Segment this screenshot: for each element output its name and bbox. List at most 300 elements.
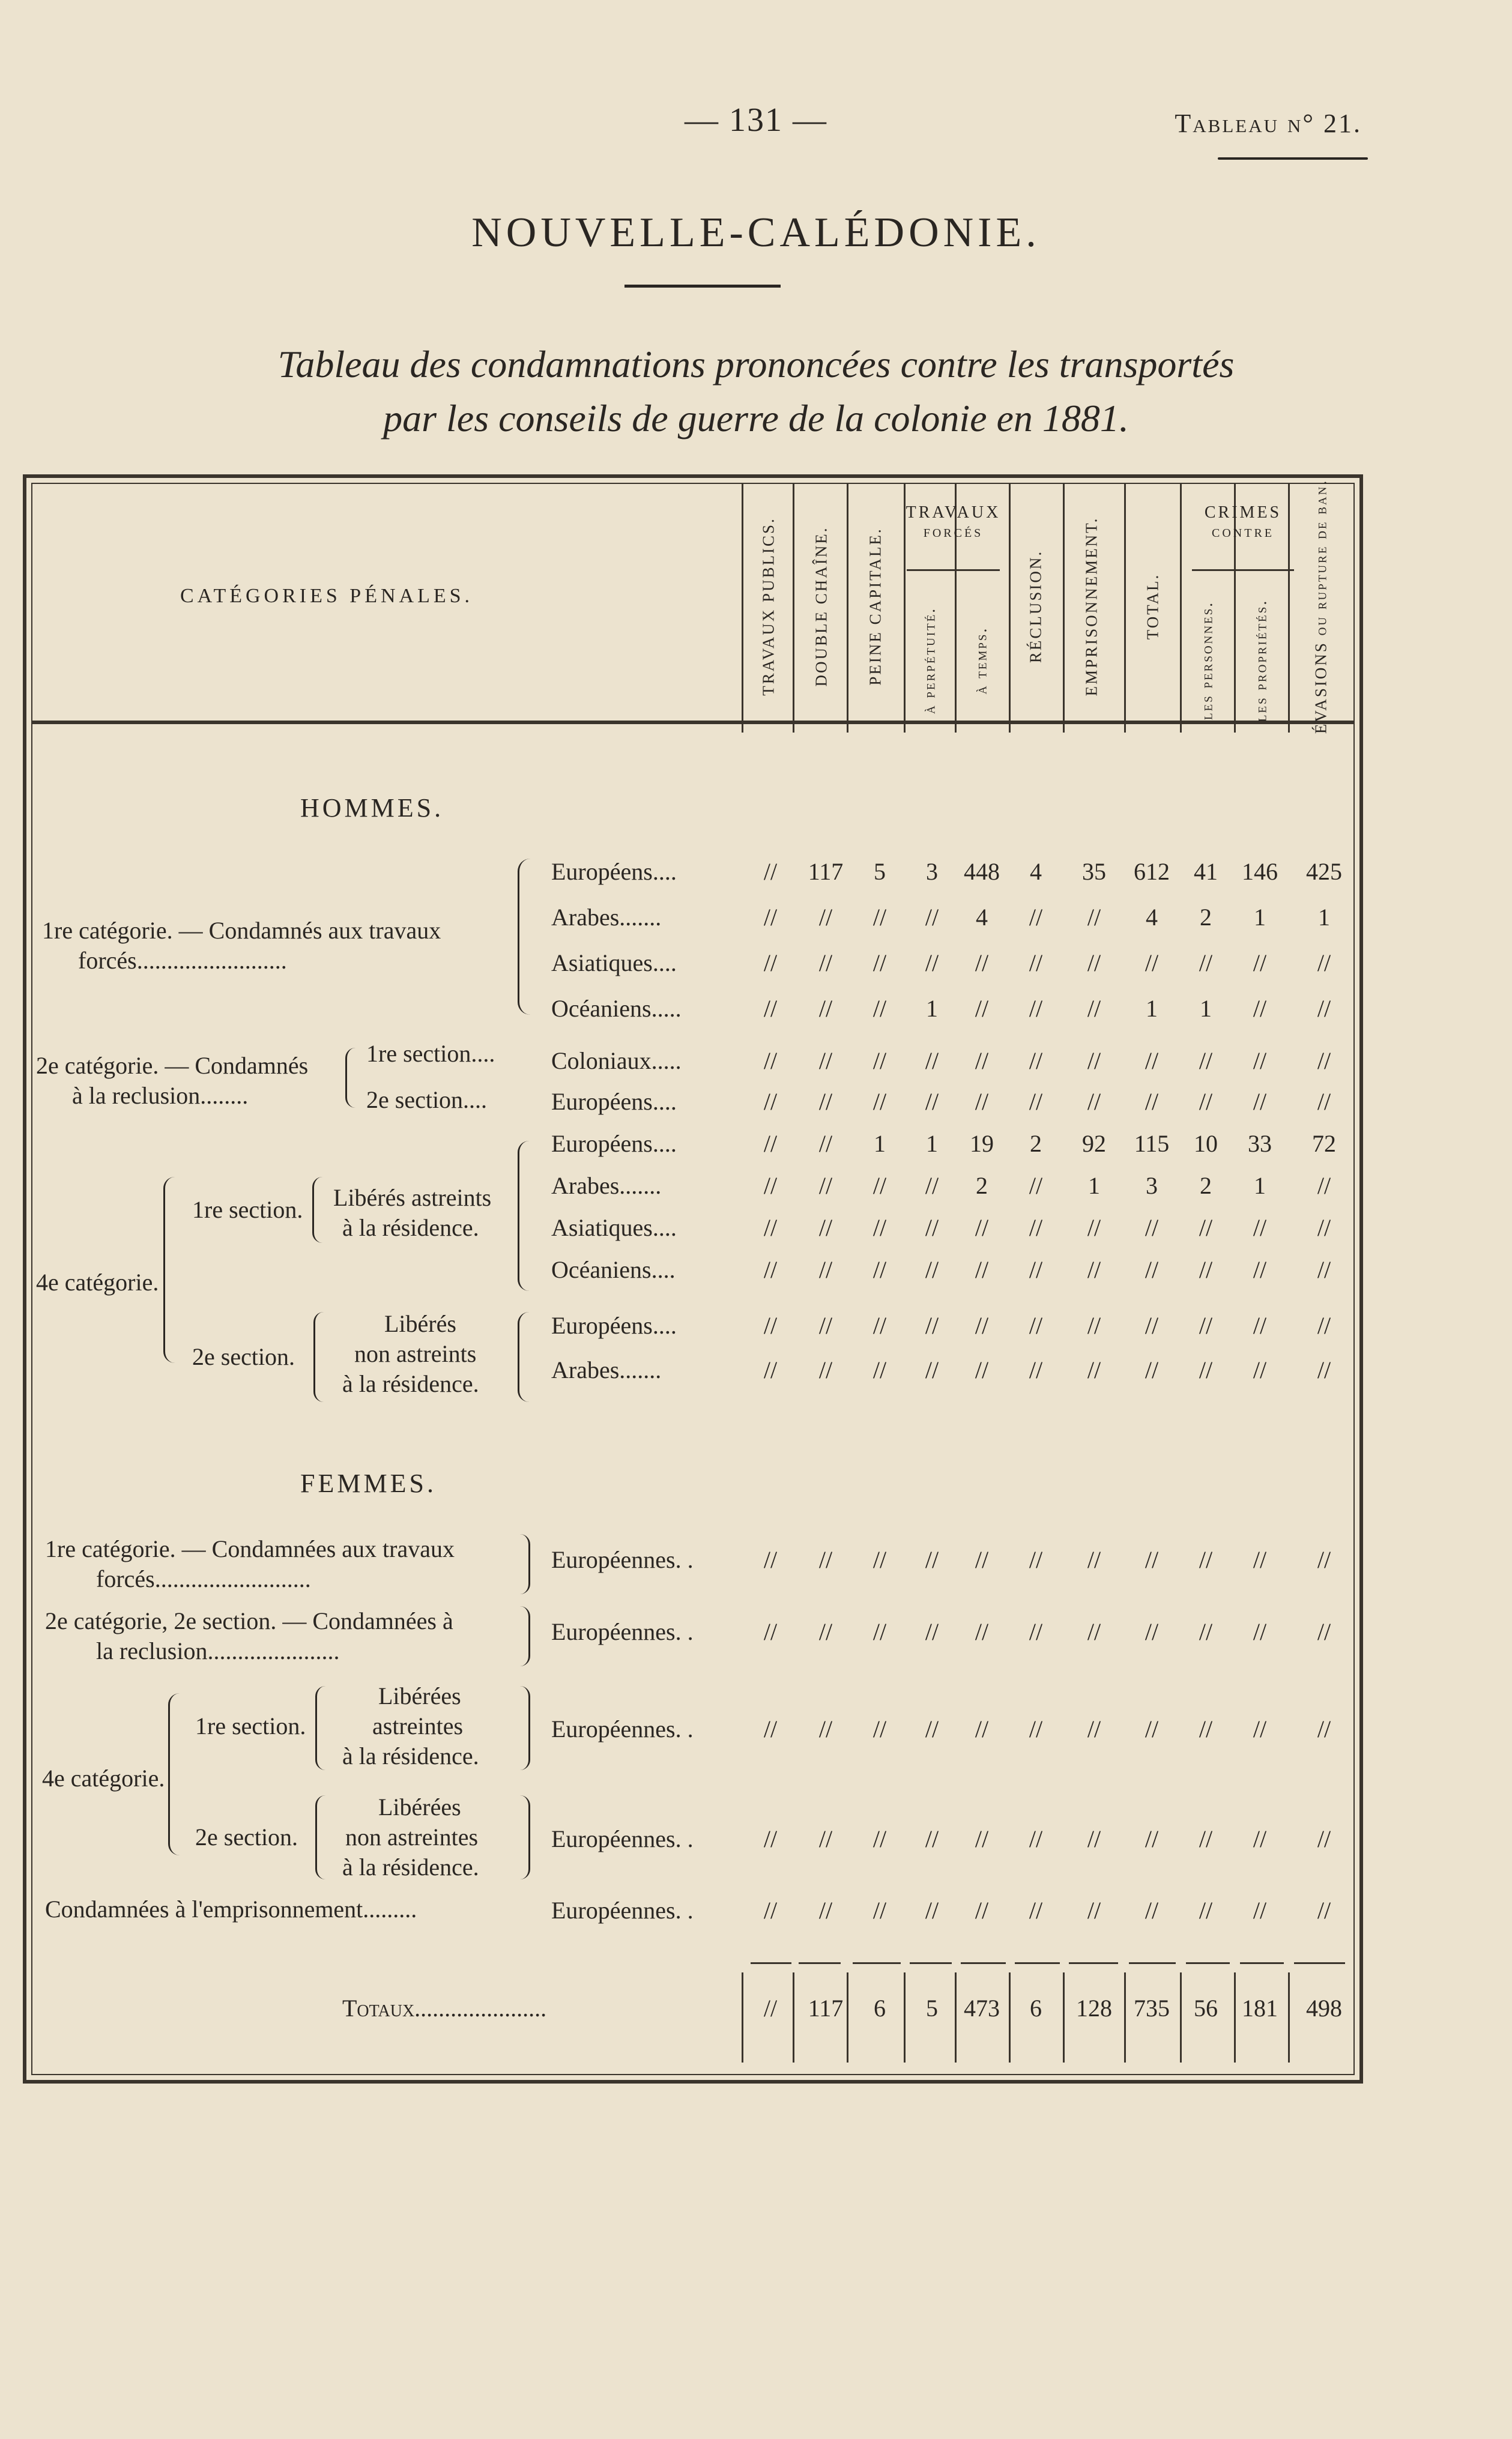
- table-cell: //: [1145, 949, 1159, 976]
- header-tick-4: [904, 724, 906, 733]
- table-cell: 117: [808, 858, 844, 885]
- brace-h2: [345, 1048, 355, 1108]
- table-cell: //: [1253, 1214, 1267, 1241]
- table-cell: //: [1199, 1356, 1213, 1383]
- table-cell: //: [925, 1312, 939, 1339]
- table-cell: //: [1317, 1825, 1331, 1852]
- row-origin-label: Arabes.......: [551, 904, 662, 931]
- table-cell: //: [818, 1214, 833, 1241]
- totals-cell: 117: [808, 1995, 844, 2022]
- table-cell: //: [818, 1618, 833, 1645]
- table-cell: //: [818, 1130, 833, 1157]
- totals-rule-5: [961, 1962, 1006, 1964]
- table-cell: //: [1145, 1546, 1159, 1573]
- label-h1-b: forcés.........................: [78, 947, 287, 974]
- table-cell: //: [872, 1088, 887, 1115]
- table-cell: //: [763, 1825, 778, 1852]
- label-h4: 4e catégorie.: [36, 1269, 159, 1296]
- row-origin-label: Européennes. .: [551, 1618, 694, 1645]
- page-number: — 131 —: [685, 101, 827, 139]
- table-cell: 2: [976, 1172, 988, 1199]
- table-cell: //: [925, 1618, 939, 1645]
- table-cell: //: [872, 1172, 887, 1199]
- table-cell: //: [1199, 1715, 1213, 1742]
- column-header-1: TRAVAUX PUBLICS.: [759, 517, 778, 696]
- label-f4-s1-b: astreintes: [372, 1712, 464, 1739]
- totals-cell: 473: [964, 1995, 1000, 2022]
- totals-rule-10: [1240, 1962, 1284, 1964]
- header-separator-1: [742, 483, 743, 721]
- table-cell: //: [975, 1897, 989, 1924]
- column-header-11: ÉVASIONS ou rupture de ban.: [1311, 479, 1330, 734]
- table-cell: 41: [1194, 858, 1218, 885]
- totals-rule-9: [1186, 1962, 1230, 1964]
- label-f2-b: la reclusion......................: [96, 1637, 340, 1664]
- table-cell: //: [975, 995, 989, 1022]
- table-cell: //: [1253, 1356, 1267, 1383]
- table-cell: //: [1145, 1214, 1159, 1241]
- header-separator-3: [847, 483, 848, 721]
- table-cell: 1: [1200, 995, 1212, 1022]
- table-cell: //: [1029, 904, 1043, 931]
- totals-cell: 735: [1134, 1995, 1170, 2022]
- table-cell: //: [1029, 1546, 1043, 1573]
- subtitle-line-1: Tableau des condamnations prononcées contre les transportés: [277, 343, 1235, 385]
- brace-f4-s1: [315, 1686, 325, 1770]
- table-cell: //: [1029, 1256, 1043, 1283]
- page-title: NOUVELLE-CALÉDONIE.: [471, 210, 1041, 256]
- table-cell: 33: [1248, 1130, 1272, 1157]
- label-h1-a: 1re catégorie. — Condamnés aux travaux: [42, 917, 441, 944]
- table-cell: //: [763, 1256, 778, 1283]
- label-h2-b: à la reclusion........: [72, 1082, 249, 1109]
- table-cell: //: [925, 949, 939, 976]
- table-cell: 10: [1194, 1130, 1218, 1157]
- table-cell: //: [975, 1312, 989, 1339]
- header-bottom-rule: [31, 721, 1355, 724]
- brace-h4-origins: [518, 1141, 529, 1291]
- table-cell: 115: [1134, 1130, 1170, 1157]
- table-cell: //: [1317, 1088, 1331, 1115]
- table-cell: //: [1199, 1897, 1213, 1924]
- table-cell: //: [763, 995, 778, 1022]
- brace-h4-s2: [313, 1312, 324, 1402]
- table-cell: 2: [1200, 1172, 1212, 1199]
- table-cell: //: [818, 1825, 833, 1852]
- table-cell: //: [872, 1312, 887, 1339]
- table-cell: //: [763, 1214, 778, 1241]
- table-cell: //: [872, 1356, 887, 1383]
- table-cell: //: [818, 1088, 833, 1115]
- table-cell: //: [1145, 1047, 1159, 1074]
- table-cell: 1: [1088, 1172, 1100, 1199]
- table-cell: //: [1199, 1088, 1213, 1115]
- header-separator-8: [1124, 483, 1126, 721]
- totals-separator-6: [1009, 1972, 1011, 2063]
- table-cell: //: [763, 1088, 778, 1115]
- label-h4-s1: 1re section.: [192, 1196, 303, 1223]
- table-cell: //: [1087, 1546, 1101, 1573]
- table-cell: //: [1087, 1312, 1101, 1339]
- label-h4-s2-b: non astreints: [354, 1340, 477, 1367]
- table-cell: //: [763, 1897, 778, 1924]
- table-cell: //: [763, 1546, 778, 1573]
- table-cell: //: [1087, 1715, 1101, 1742]
- table-cell: 1: [874, 1130, 886, 1157]
- table-cell: 2: [1030, 1130, 1042, 1157]
- table-cell: //: [763, 1312, 778, 1339]
- table-cell: //: [1317, 1356, 1331, 1383]
- table-cell: //: [818, 1256, 833, 1283]
- table-cell: //: [872, 1256, 887, 1283]
- table-cell: 146: [1242, 858, 1278, 885]
- totals-cell: 5: [926, 1995, 938, 2022]
- table-cell: //: [975, 1356, 989, 1383]
- label-f4-s2: 2e section.: [195, 1824, 298, 1851]
- label-f1-b: forcés..........................: [96, 1565, 311, 1592]
- row-origin-label: Européennes. .: [551, 1897, 694, 1924]
- header-tick-5: [955, 724, 957, 733]
- section-hommes: HOMMES.: [300, 793, 444, 823]
- subtitle-line-2: par les conseils de guerre de la colonie en 1881.: [383, 397, 1129, 440]
- table-cell: //: [763, 1356, 778, 1383]
- table-cell: //: [1317, 1312, 1331, 1339]
- table-cell: 612: [1134, 858, 1170, 885]
- table-cell: //: [1145, 1312, 1159, 1339]
- table-cell: //: [1087, 904, 1101, 931]
- table-cell: //: [1253, 1897, 1267, 1924]
- label-f2-a: 2e catégorie, 2e section. — Condamnées à: [45, 1607, 453, 1634]
- table-cell: //: [818, 949, 833, 976]
- table-cell: //: [1199, 1618, 1213, 1645]
- table-cell: 1: [1254, 1172, 1266, 1199]
- brace-f2: [520, 1606, 530, 1666]
- table-cell: //: [872, 1047, 887, 1074]
- table-cell: //: [1029, 1715, 1043, 1742]
- table-cell: //: [1317, 995, 1331, 1022]
- table-cell: 2: [1200, 904, 1212, 931]
- table-cell: //: [1199, 1825, 1213, 1852]
- label-f4-s2-a: Libérées: [378, 1794, 461, 1821]
- table-cell: //: [975, 1047, 989, 1074]
- table-cell: 1: [1254, 904, 1266, 931]
- brace-f4-s2: [315, 1795, 325, 1879]
- brace-f1: [520, 1534, 530, 1594]
- row-origin-label: Arabes.......: [551, 1356, 662, 1383]
- table-cell: //: [975, 1618, 989, 1645]
- header-tick-10: [1234, 724, 1236, 733]
- table-cell: 3: [1146, 1172, 1158, 1199]
- label-h4-s2-a: Libérés: [384, 1310, 456, 1337]
- table-cell: //: [1253, 995, 1267, 1022]
- table-cell: //: [975, 1088, 989, 1115]
- table-cell: //: [872, 1214, 887, 1241]
- totals-rule-2: [799, 1962, 841, 1964]
- table-cell: //: [763, 1715, 778, 1742]
- totals-rule-3: [853, 1962, 901, 1964]
- table-reference-underline: [1218, 157, 1368, 160]
- table-cell: //: [763, 1130, 778, 1157]
- table-cell: //: [1253, 1715, 1267, 1742]
- table-cell: //: [1029, 995, 1043, 1022]
- section-femmes: FEMMES.: [300, 1469, 437, 1498]
- table-cell: //: [1199, 949, 1213, 976]
- label-f4: 4e catégorie.: [42, 1765, 165, 1792]
- table-cell: //: [1145, 1618, 1159, 1645]
- table-cell: //: [925, 1825, 939, 1852]
- table-cell: //: [818, 1897, 833, 1924]
- table-cell: //: [975, 1214, 989, 1241]
- table-cell: //: [872, 995, 887, 1022]
- table-cell: 448: [964, 858, 1000, 885]
- table-cell: //: [975, 949, 989, 976]
- table-cell: //: [818, 904, 833, 931]
- label-h2-s1: 1re section....: [366, 1040, 495, 1067]
- label-f4-s2-c: à la résidence.: [342, 1854, 479, 1881]
- table-cell: //: [1087, 1214, 1101, 1241]
- column-header-6: RÉCLUSION.: [1026, 549, 1045, 663]
- table-cell: //: [1029, 1172, 1043, 1199]
- table-cell: 4: [976, 904, 988, 931]
- table-cell: //: [975, 1256, 989, 1283]
- table-cell: //: [975, 1546, 989, 1573]
- brace-h4-s1: [312, 1177, 322, 1243]
- row-origin-label: Européens....: [551, 1130, 677, 1157]
- table-cell: 1: [1318, 904, 1330, 931]
- table-cell: //: [1087, 1825, 1101, 1852]
- totals-cell: 56: [1194, 1995, 1218, 2022]
- brace-h1: [518, 859, 530, 1015]
- label-h4-s1-a: Libérés astreints: [333, 1184, 492, 1211]
- column-header-3: PEINE CAPITALE.: [866, 527, 885, 686]
- label-f4-s1: 1re section.: [195, 1712, 306, 1739]
- table-cell: //: [818, 1356, 833, 1383]
- table-cell: //: [818, 1047, 833, 1074]
- table-cell: //: [763, 1047, 778, 1074]
- totals-rule-1: [751, 1962, 791, 1964]
- table-cell: //: [1087, 1256, 1101, 1283]
- totals-rule-4: [910, 1962, 952, 1964]
- header-separator-9: [1180, 483, 1182, 721]
- table-cell: //: [818, 995, 833, 1022]
- totals-separator-11: [1288, 1972, 1290, 2063]
- label-f4-s1-c: à la résidence.: [342, 1742, 479, 1770]
- brace-f4-s2-r: [520, 1795, 530, 1879]
- table-cell: //: [1145, 1715, 1159, 1742]
- table-cell: //: [1087, 995, 1101, 1022]
- table-cell: //: [763, 1172, 778, 1199]
- totals-rule-11: [1294, 1962, 1345, 1964]
- column-header-2: DOUBLE CHAÎNE.: [812, 526, 830, 687]
- totals-separator-8: [1124, 1972, 1126, 2063]
- table-cell: //: [1087, 1088, 1101, 1115]
- table-cell: //: [1029, 949, 1043, 976]
- table-cell: //: [925, 904, 939, 931]
- totals-rule-8: [1129, 1962, 1176, 1964]
- column-header-10: les propriétés.: [1251, 599, 1270, 722]
- totals-separator-4: [904, 1972, 906, 2063]
- row-origin-label: Européennes. .: [551, 1715, 694, 1742]
- table-cell: //: [818, 1172, 833, 1199]
- group-header-crimes: CRIMES contre: [1204, 503, 1282, 541]
- table-cell: //: [1029, 1088, 1043, 1115]
- label-f-emprisonnement: Condamnées à l'emprisonnement.........: [45, 1896, 417, 1923]
- totals-cell: 6: [1030, 1995, 1042, 2022]
- brace-f4-s1-r: [520, 1686, 530, 1770]
- table-cell: //: [925, 1897, 939, 1924]
- totals-cell: 128: [1076, 1995, 1112, 2022]
- row-origin-label: Européennes. .: [551, 1825, 694, 1852]
- table-cell: //: [872, 949, 887, 976]
- table-cell: //: [872, 1546, 887, 1573]
- header-tick-7: [1063, 724, 1065, 733]
- table-cell: //: [975, 1715, 989, 1742]
- totals-separator-1: [742, 1972, 743, 2063]
- totals-cell: 6: [874, 1995, 886, 2022]
- header-tick-3: [847, 724, 848, 733]
- table-cell: 19: [970, 1130, 994, 1157]
- table-cell: //: [1253, 1825, 1267, 1852]
- table-cell: //: [1029, 1618, 1043, 1645]
- table-cell: //: [1145, 1088, 1159, 1115]
- label-h4-s2: 2e section.: [192, 1343, 295, 1370]
- table-cell: 4: [1146, 904, 1158, 931]
- table-cell: //: [1317, 949, 1331, 976]
- label-h4-s1-b: à la résidence.: [342, 1214, 479, 1241]
- table-cell: //: [1253, 949, 1267, 976]
- table-cell: //: [872, 1618, 887, 1645]
- table-cell: //: [1199, 1214, 1213, 1241]
- table-cell: //: [1199, 1312, 1213, 1339]
- column-header-7: EMPRISONNEMENT.: [1082, 516, 1101, 697]
- header-tick-8: [1124, 724, 1126, 733]
- table-cell: //: [872, 1825, 887, 1852]
- table-cell: //: [1145, 1825, 1159, 1852]
- table-cell: //: [1029, 1897, 1043, 1924]
- table-cell: //: [1087, 1356, 1101, 1383]
- table-cell: //: [1199, 1546, 1213, 1573]
- table-cell: //: [1029, 1825, 1043, 1852]
- table-cell: //: [1317, 1047, 1331, 1074]
- header-tick-1: [742, 724, 743, 733]
- table-cell: 35: [1082, 858, 1106, 885]
- table-cell: //: [925, 1047, 939, 1074]
- table-cell: //: [1253, 1618, 1267, 1645]
- table-cell: //: [763, 858, 778, 885]
- group-rule-travaux: [907, 569, 1000, 571]
- table-cell: 3: [926, 858, 938, 885]
- title-rule: [624, 285, 781, 288]
- table-reference: Tableau n° 21.: [1175, 109, 1362, 138]
- header-tick-9: [1180, 724, 1182, 733]
- row-origin-label: Océaniens.....: [551, 995, 682, 1022]
- table-cell: //: [1317, 1256, 1331, 1283]
- column-header-4: à perpétuité.: [920, 606, 939, 715]
- table-cell: //: [872, 1715, 887, 1742]
- table-cell: //: [818, 1715, 833, 1742]
- header-tick-6: [1009, 724, 1011, 733]
- label-h2-s2: 2e section....: [366, 1086, 488, 1113]
- brace-h4: [163, 1177, 175, 1363]
- label-f4-s2-b: non astreintes: [345, 1824, 479, 1851]
- table-cell: //: [1253, 1546, 1267, 1573]
- totals-cell: 498: [1306, 1995, 1342, 2022]
- row-origin-label: Arabes.......: [551, 1172, 662, 1199]
- column-header-5: à temps.: [972, 626, 990, 695]
- row-origin-label: Asiatiques....: [551, 949, 677, 976]
- table-cell: //: [763, 904, 778, 931]
- table-cell: 4: [1030, 858, 1042, 885]
- table-cell: //: [1087, 949, 1101, 976]
- header-categories: CATÉGORIES PÉNALES.: [180, 585, 474, 607]
- header-tick-2: [793, 724, 794, 733]
- table-cell: //: [1253, 1312, 1267, 1339]
- table-cell: //: [1317, 1546, 1331, 1573]
- header-separator-2: [793, 483, 794, 721]
- table-cell: //: [925, 1356, 939, 1383]
- table-cell: 72: [1312, 1130, 1336, 1157]
- totals-rule-6: [1015, 1962, 1060, 1964]
- table-cell: //: [1317, 1897, 1331, 1924]
- row-origin-label: Européens....: [551, 858, 677, 885]
- table-cell: //: [925, 1256, 939, 1283]
- table-cell: 1: [1146, 995, 1158, 1022]
- table-cell: //: [1145, 1256, 1159, 1283]
- totals-cell: //: [763, 1995, 778, 2022]
- table-cell: //: [1087, 1618, 1101, 1645]
- table-cell: //: [925, 1546, 939, 1573]
- table-cell: //: [925, 1715, 939, 1742]
- table-cell: 5: [874, 858, 886, 885]
- table-cell: 1: [926, 995, 938, 1022]
- table-cell: //: [1317, 1172, 1331, 1199]
- table-cell: //: [763, 1618, 778, 1645]
- row-origin-label: Asiatiques....: [551, 1214, 677, 1241]
- totals-separator-7: [1063, 1972, 1065, 2063]
- table-cell: //: [1199, 1047, 1213, 1074]
- table-cell: //: [975, 1825, 989, 1852]
- table-cell: //: [1029, 1047, 1043, 1074]
- totals-cell: 181: [1242, 1995, 1278, 2022]
- group-header-travaux: TRAVAUX forcés: [906, 503, 1001, 541]
- table-cell: //: [1029, 1356, 1043, 1383]
- table-cell: //: [925, 1172, 939, 1199]
- row-origin-label: Européens....: [551, 1088, 677, 1115]
- table-cell: //: [1087, 1047, 1101, 1074]
- column-header-8: TOTAL.: [1143, 573, 1162, 640]
- totals-rule-7: [1069, 1962, 1118, 1964]
- table-cell: //: [1253, 1088, 1267, 1115]
- row-origin-label: Européennes. .: [551, 1546, 694, 1573]
- table-cell: //: [763, 949, 778, 976]
- table-cell: //: [872, 904, 887, 931]
- table-cell: 1: [926, 1130, 938, 1157]
- table-cell: //: [1087, 1897, 1101, 1924]
- label-f4-s1-a: Libérées: [378, 1682, 461, 1709]
- table-cell: //: [925, 1088, 939, 1115]
- brace-h4-s2-origins: [518, 1312, 529, 1402]
- table-cell: //: [1029, 1214, 1043, 1241]
- row-origin-label: Coloniaux.....: [551, 1047, 682, 1074]
- table-cell: //: [1317, 1715, 1331, 1742]
- row-origin-label: Océaniens....: [551, 1256, 676, 1283]
- label-h2-a: 2e catégorie. — Condamnés: [36, 1052, 309, 1079]
- table-cell: //: [818, 1546, 833, 1573]
- table-cell: //: [818, 1312, 833, 1339]
- table-cell: 92: [1082, 1130, 1106, 1157]
- row-origin-label: Européens....: [551, 1312, 677, 1339]
- table-cell: //: [1317, 1618, 1331, 1645]
